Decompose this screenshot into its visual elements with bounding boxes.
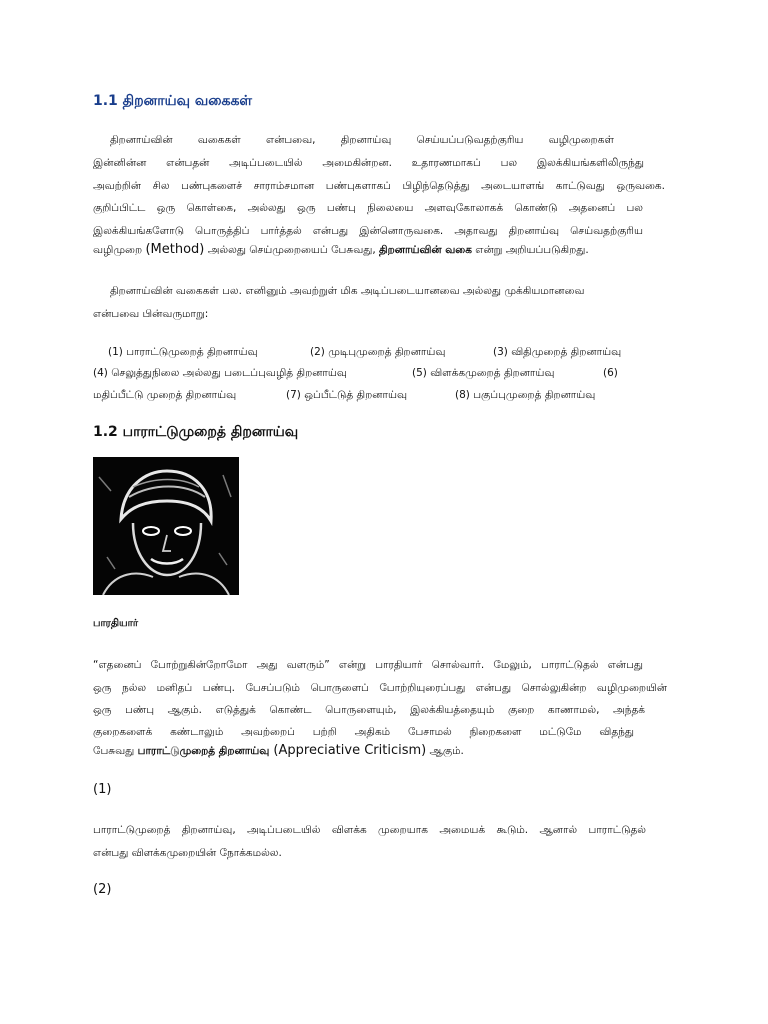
paragraph-line: வழிமுறை (Method) அல்லது செய்முறையைப் பேசுவது, திறனாய்வின் வகை என்று அறியப்படுகிறது. xyxy=(93,242,589,257)
section-heading-types: 1.1 திறனாய்வு வகைகள் xyxy=(93,93,253,109)
paragraph-line: பாராட்டுமுறைத் திறனாய்வு, அடிப்படையில் விளக்க முறையாக அமையக் கூடும். ஆனால் பாராட்டுதல் xyxy=(93,824,646,836)
paragraph-line: ஒரு பண்பு ஆகும். எடுத்துக் கொண்ட பொருளையும், இலக்கியத்தையும் குறை காணாமல், அந்தக் xyxy=(93,704,645,716)
paragraph-line: ஒரு நல்ல மனிதப் பண்பு. பேசப்படும் பொருளைப் போற்றியுரைப்பது என்பது சொல்லுகின்ற வழிமுறையின் xyxy=(93,682,667,694)
type-item: (5) விளக்கமுறைத் திறனாய்வு xyxy=(412,367,555,379)
type-item: (2) முடிபுமுறைத் திறனாய்வு xyxy=(310,346,446,358)
paragraph-line: திறனாய்வின் வகைகள் பல. எனினும் அவற்றுள் மிக அடிப்படையானவை அல்லது முக்கியமானவை xyxy=(110,285,585,297)
type-item: (4) செலுத்துநிலை அல்லது படைப்புவழித் திறனாய்வு xyxy=(93,367,347,379)
paragraph-line: திறனாய்வின் வகைகள் என்பவை, திறனாய்வு செய்யப்படுவதற்குரிய வழிமுறைகள் xyxy=(110,134,614,146)
portrait-illustration xyxy=(93,457,239,595)
section-heading-appreciative: 1.2 பாராட்டுமுறைத் திறனாய்வு xyxy=(93,424,299,440)
note-marker: (2) xyxy=(93,882,112,897)
type-item: மதிப்பீட்டு முறைத் திறனாய்வு xyxy=(93,389,237,401)
paragraph-line: பேசுவது பாராட்டுமுறைத் திறனாய்வு (Appreciative Criticism) ஆகும். xyxy=(93,743,464,758)
paragraph-line: இன்னின்ன என்பதன் அடிப்படையில் அமைகின்றன. உதாரணமாகப் பல இலக்கியங்களிலிருந்து xyxy=(93,157,644,169)
paragraph-line: என்பது விளக்கமுறையின் நோக்கமல்ல. xyxy=(93,847,282,859)
paragraph-line: குறைகளைக் கண்டாலும் அவற்றைப் பற்றி அதிகம் பேசாமல் நிறைகளை மட்டுமே விதந்து xyxy=(93,726,634,738)
portrait-image xyxy=(93,457,239,595)
paragraph-line: “எதனைப் போற்றுகின்றோமோ அது வளரும்” என்று பாரதியார் சொல்வார். மேலும், பாராட்டுதல் என்பது xyxy=(93,659,643,671)
paragraph-line: இலக்கியங்களோடு பொருத்திப் பார்த்தல் என்பது இன்னொருவகை. அதாவது திறனாய்வு செய்வதற்குரிய xyxy=(93,225,643,237)
paragraph-line: குறிப்பிட்ட ஒரு கொள்கை, அல்லது ஒரு பண்பு நிலையை அளவுகோலாகக் கொண்டு அதனைப் பல xyxy=(93,202,643,214)
type-item: (3) விதிமுறைத் திறனாய்வு xyxy=(493,346,622,358)
type-item: (1) பாராட்டுமுறைத் திறனாய்வு xyxy=(108,346,258,358)
paragraph-line: அவற்றின் சில பண்புகளைச் சாராம்சமான பண்புகளாகப் பிழிந்தெடுத்து அடையாளங் காட்டுவது ஒருவகை. xyxy=(93,180,665,192)
type-item: (6) xyxy=(603,367,618,379)
type-item: (7) ஒப்பீட்டுத் திறனாய்வு xyxy=(286,389,408,401)
note-marker: (1) xyxy=(93,782,112,797)
term-bold: திறனாய்வின் வகை xyxy=(379,244,472,256)
term-bold: பாராட்டுமுறைத் திறனாய்வு xyxy=(137,745,270,757)
paragraph-line: என்பவை பின்வருமாறு: xyxy=(93,308,209,320)
image-caption: பாரதியார் xyxy=(93,618,139,629)
type-item: (8) பகுப்புமுறைத் திறனாய்வு xyxy=(455,389,596,401)
